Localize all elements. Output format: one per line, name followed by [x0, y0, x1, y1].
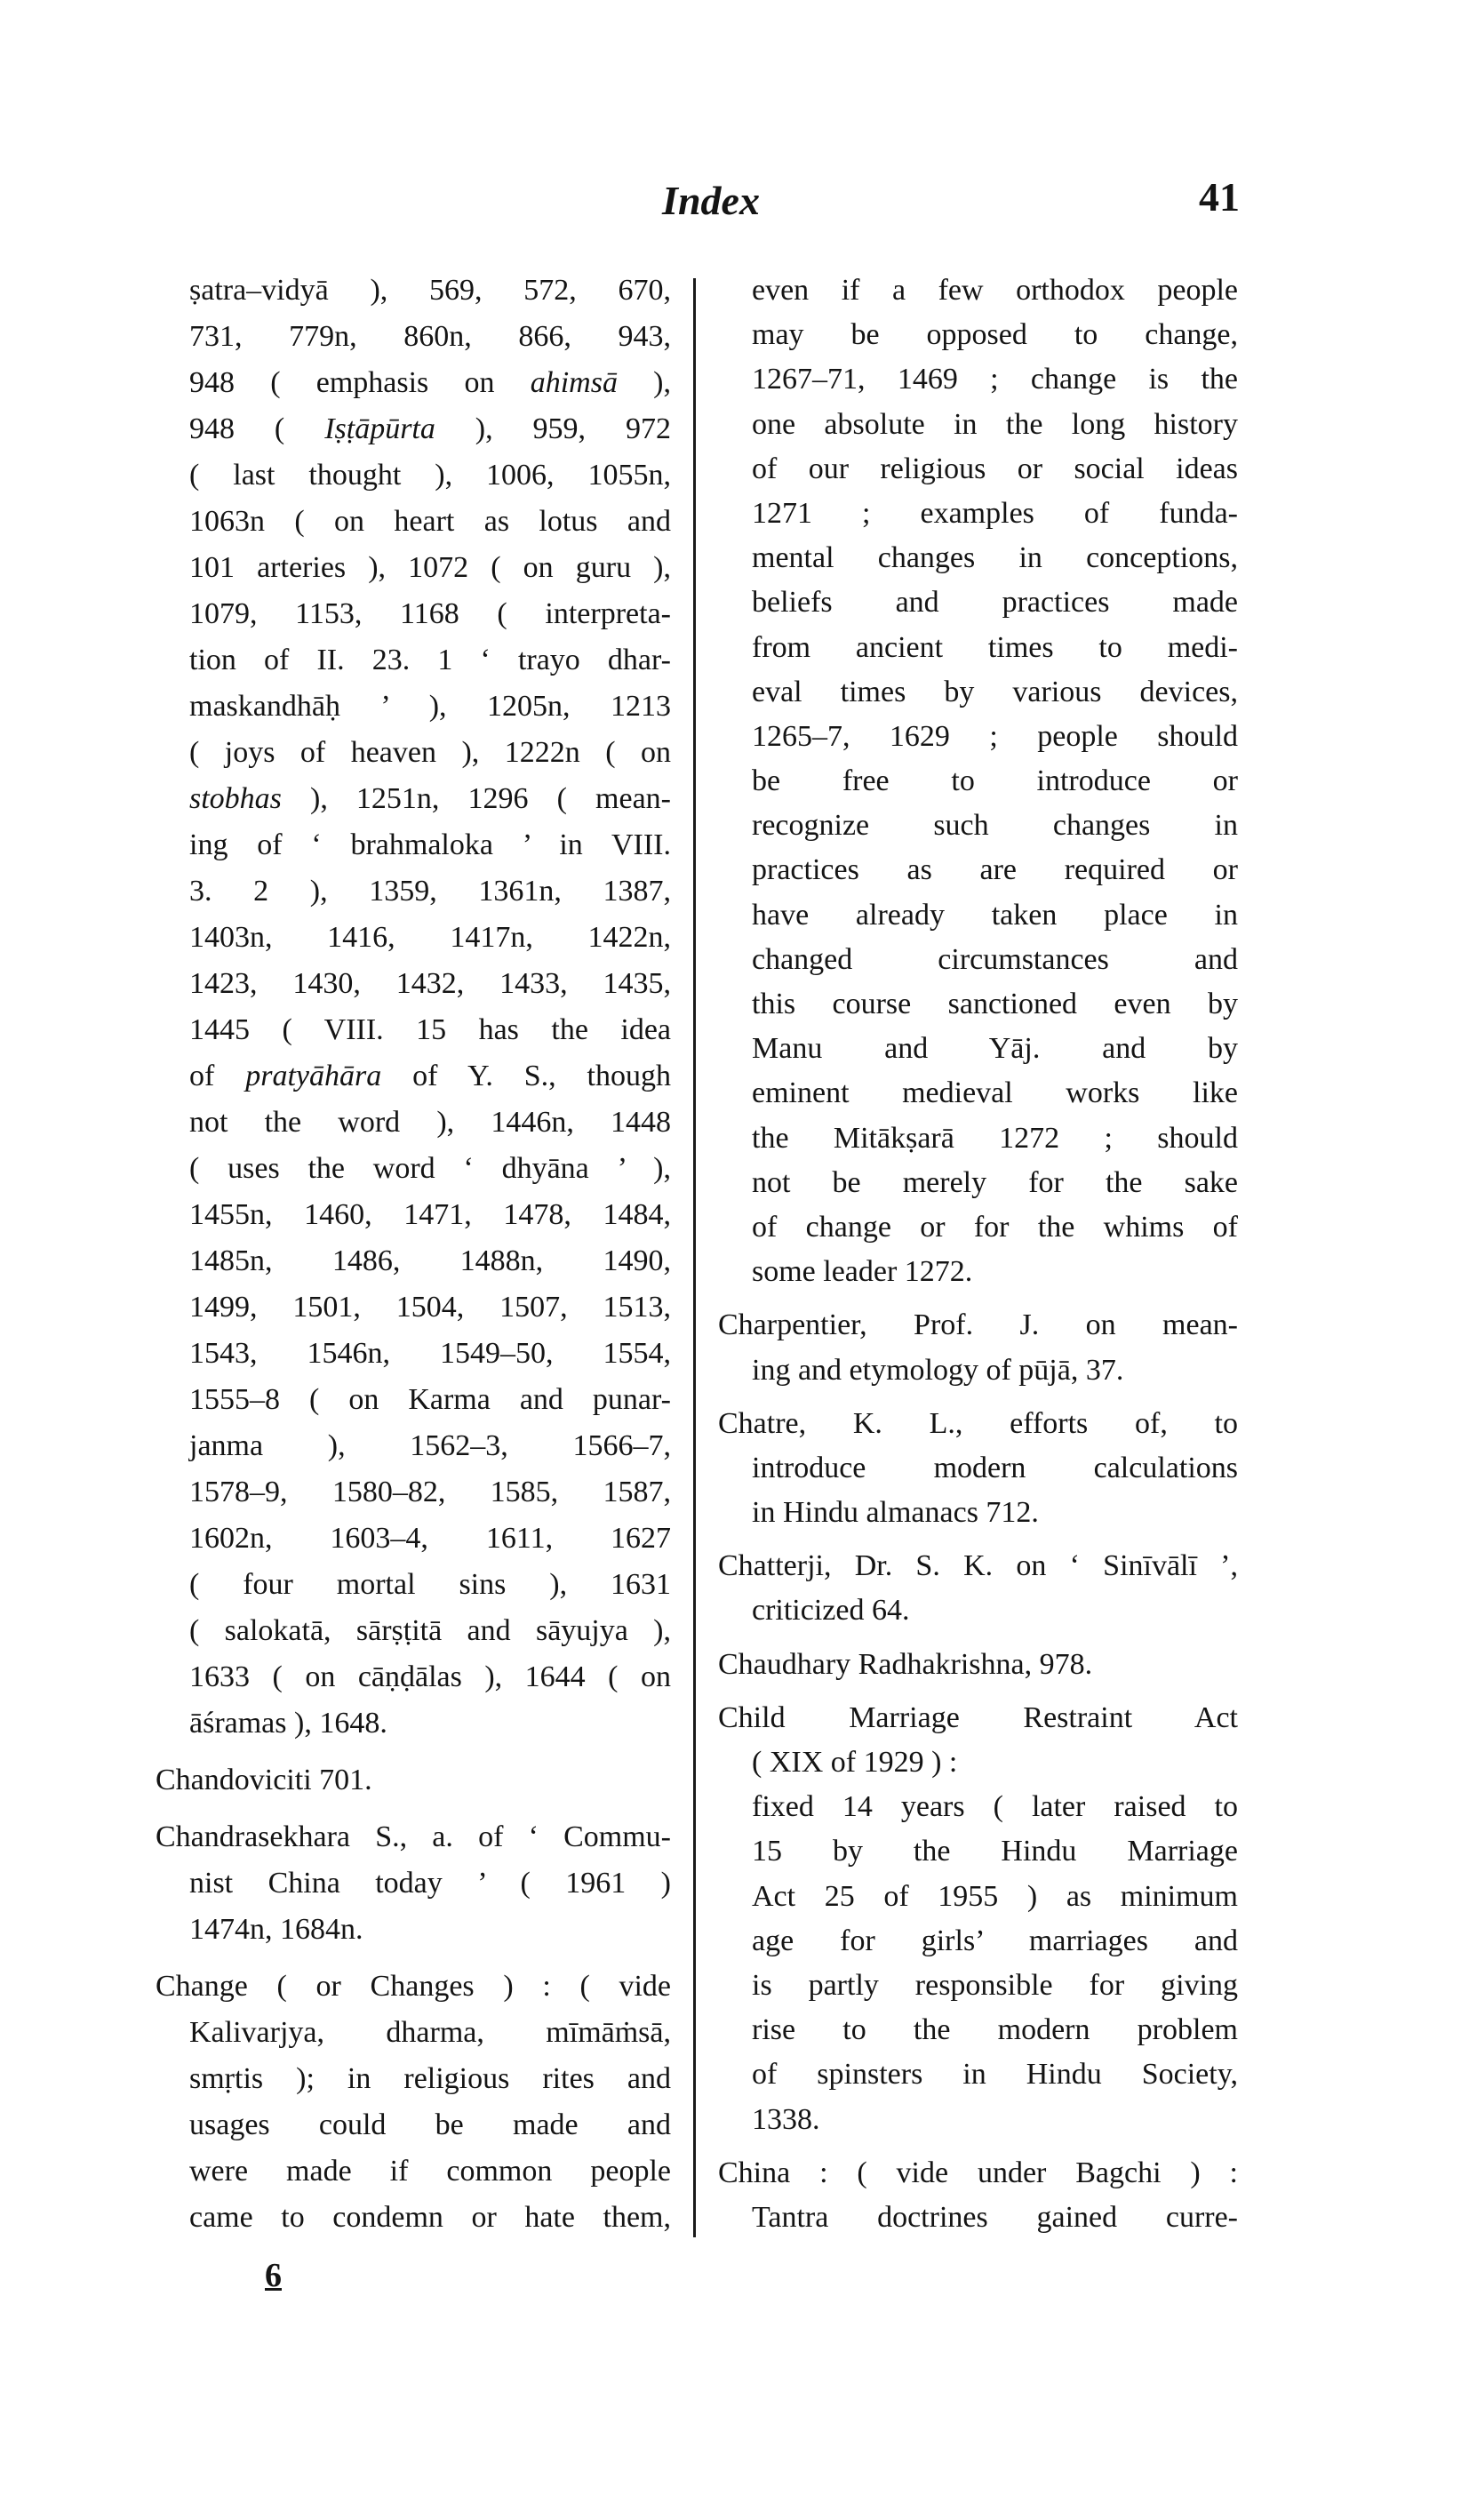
index-line: rise to the modern problem — [752, 2013, 1238, 2047]
index-entry — [718, 1696, 1238, 2142]
index-line: Chatre, K. L., efforts of, to — [718, 1406, 1238, 1440]
index-entry — [156, 1757, 671, 1804]
index-line: eminent medieval works like — [752, 1076, 1238, 1110]
index-entry — [718, 268, 1238, 1294]
index-line: 1265–7, 1629 ; people should — [752, 719, 1238, 753]
index-column-right — [718, 268, 1238, 2249]
index-line: have already taken place in — [752, 898, 1238, 932]
index-line: 1063n ( on heart as lotus and — [189, 505, 671, 538]
index-line: from ancient times to medi- — [752, 630, 1238, 664]
index-line: mental changes in conceptions, — [752, 541, 1238, 575]
index-line: 1485n, 1486, 1488n, 1490, — [189, 1244, 671, 1277]
index-line: ( XIX of 1929 ) : — [752, 1746, 958, 1779]
index-line: 1455n, 1460, 1471, 1478, 1484, — [189, 1198, 671, 1231]
index-line: Chatterji, Dr. S. K. on ‘ Sinīvālī ’, — [718, 1549, 1238, 1583]
index-line: Charpentier, Prof. J. on mean- — [718, 1308, 1238, 1342]
italic-term: ahimsā — [530, 366, 618, 399]
index-line: came to condemn or hate them, — [189, 2201, 671, 2234]
index-entry — [718, 1643, 1238, 1687]
index-line: practices as are required or — [752, 853, 1238, 887]
index-line: āśramas ), 1648. — [189, 1707, 387, 1740]
index-line: 1445 ( VIII. 15 has the idea — [189, 1013, 671, 1046]
index-line: Chandrasekhara S., a. of ‘ Commu- — [156, 1820, 671, 1853]
index-line: Child Marriage Restraint Act — [718, 1700, 1238, 1734]
index-line: be free to introduce or — [752, 764, 1238, 798]
index-line: 1423, 1430, 1432, 1433, 1435, — [189, 967, 671, 1000]
index-line: is partly responsible for giving — [752, 1968, 1238, 2002]
index-line: of our religious or social ideas — [752, 452, 1238, 485]
index-entry — [718, 1303, 1238, 1392]
index-column-left — [156, 268, 671, 2252]
index-line: not the word ), 1446n, 1448 — [189, 1106, 671, 1139]
index-line: Act 25 of 1955 ) as minimum — [752, 1879, 1238, 1913]
index-line: Chandoviciti 701. — [156, 1764, 372, 1796]
index-line: one absolute in the long history — [752, 407, 1238, 441]
index-line: usages could be made and — [189, 2108, 671, 2141]
index-line: China : ( vide under Bagchi ) : — [718, 2156, 1238, 2189]
index-line: ṣatra–vidyā ), 569, 572, 670, — [189, 274, 671, 307]
index-line: 731, 779n, 860n, 866, 943, — [189, 320, 671, 353]
index-line: Manu and Yāj. and by — [752, 1032, 1238, 1066]
index-line: changed circumstances and — [752, 942, 1238, 976]
index-line: even if a few orthodox people — [752, 274, 1238, 307]
index-line: of change or for the whims of — [752, 1210, 1238, 1244]
index-entry — [718, 1402, 1238, 1536]
index-line: 1267–71, 1469 ; change is the — [752, 363, 1238, 396]
index-line: criticized 64. — [752, 1594, 910, 1628]
index-line: 1403n, 1416, 1417n, 1422n, — [189, 921, 671, 954]
index-line: in Hindu almanacs 712. — [752, 1496, 1039, 1530]
index-line: smṛtis ); in religious rites and — [189, 2062, 671, 2095]
index-line: maskandhāḥ ’ ), 1205n, 1213 — [189, 690, 671, 723]
index-line: 1602n, 1603–4, 1611, 1627 — [189, 1522, 671, 1555]
index-line: this course sanctioned even by — [752, 988, 1238, 1020]
index-line: 101 arteries ), 1072 ( on guru ), — [189, 551, 671, 584]
index-entry — [156, 268, 671, 1747]
index-line: 948 ( emphasis on ahimsā ), — [189, 366, 672, 399]
index-line: ing of ‘ brahmaloka ’ in VIII. — [189, 828, 671, 861]
index-line: introduce modern calculations — [752, 1451, 1238, 1484]
index-line: 1578–9, 1580–82, 1585, 1587, — [189, 1476, 671, 1508]
index-line: some leader 1272. — [752, 1255, 973, 1289]
index-entry — [718, 2151, 1238, 2240]
index-line: 1633 ( on cāṇḍālas ), 1644 ( on — [189, 1660, 671, 1693]
index-line: of pratyāhāra of Y. S., though — [189, 1060, 671, 1092]
index-line: 1079, 1153, 1168 ( interpreta- — [189, 597, 671, 630]
index-line: fixed 14 years ( later raised to — [752, 1790, 1238, 1824]
index-line: 1555–8 ( on Karma and punar- — [189, 1383, 671, 1416]
index-line: age for girls’ marriages and — [752, 1924, 1238, 1957]
index-line: janma ), 1562–3, 1566–7, — [189, 1429, 671, 1462]
index-line: Change ( or Changes ) : ( vide — [156, 1970, 671, 2003]
index-line: of spinsters in Hindu Society, — [752, 2058, 1238, 2092]
index-line: 1543, 1546n, 1549–50, 1554, — [189, 1337, 671, 1370]
italic-term: Iṣṭāpūrta — [324, 412, 435, 445]
index-line: Tantra doctrines gained curre- — [752, 2200, 1238, 2234]
page-number: 41 — [1199, 174, 1240, 220]
index-line: nist China today ’ ( 1961 ) — [189, 1867, 671, 1900]
index-line: not be merely for the sake — [752, 1165, 1238, 1199]
index-line: 15 by the Hindu Marriage — [752, 1835, 1238, 1868]
index-line: ing and etymology of pūjā, 37. — [752, 1353, 1124, 1387]
index-line: eval times by various devices, — [752, 675, 1238, 708]
index-line: 948 ( Iṣṭāpūrta ), 959, 972 — [189, 412, 671, 445]
index-line: ( last thought ), 1006, 1055n, — [189, 459, 671, 492]
index-line: Kalivarjya, dharma, mīmāṁsā, — [189, 2016, 671, 2049]
index-line: 1499, 1501, 1504, 1507, 1513, — [189, 1291, 671, 1324]
signature-mark: 6 — [265, 2257, 282, 2294]
index-line: stobhas ), 1251n, 1296 ( mean- — [189, 782, 671, 815]
index-line: 1338. — [752, 2102, 820, 2136]
index-line: ( uses the word ‘ dhyāna ’ ), — [189, 1152, 671, 1185]
index-line: beliefs and practices made — [752, 586, 1238, 620]
column-divider — [693, 278, 696, 2237]
index-line: recognize such changes in — [752, 809, 1238, 843]
index-line: the Mitākṣarā 1272 ; should — [752, 1121, 1238, 1155]
index-line: were made if common people — [189, 2155, 671, 2188]
italic-term: pratyāhāra — [245, 1060, 382, 1092]
index-line: 1271 ; examples of funda- — [752, 496, 1238, 530]
index-line: Chaudhary Radhakrishna, 978. — [718, 1647, 1093, 1681]
index-line: ( salokatā, sārṣṭitā and sāyujya ), — [189, 1614, 671, 1647]
index-line: ( joys of heaven ), 1222n ( on — [189, 736, 671, 769]
running-title: Index — [662, 178, 760, 223]
index-line: 1474n, 1684n. — [189, 1913, 363, 1946]
index-line: tion of II. 23. 1 ‘ trayo dhar- — [189, 644, 671, 676]
index-line: ( four mortal sins ), 1631 — [189, 1568, 671, 1601]
italic-term: stobhas — [189, 782, 282, 815]
index-entry — [156, 1814, 671, 1953]
index-line: may be opposed to change, — [752, 318, 1238, 352]
index-line: 3. 2 ), 1359, 1361n, 1387, — [189, 875, 671, 908]
index-entry — [156, 1964, 671, 2241]
index-entry — [718, 1544, 1238, 1633]
